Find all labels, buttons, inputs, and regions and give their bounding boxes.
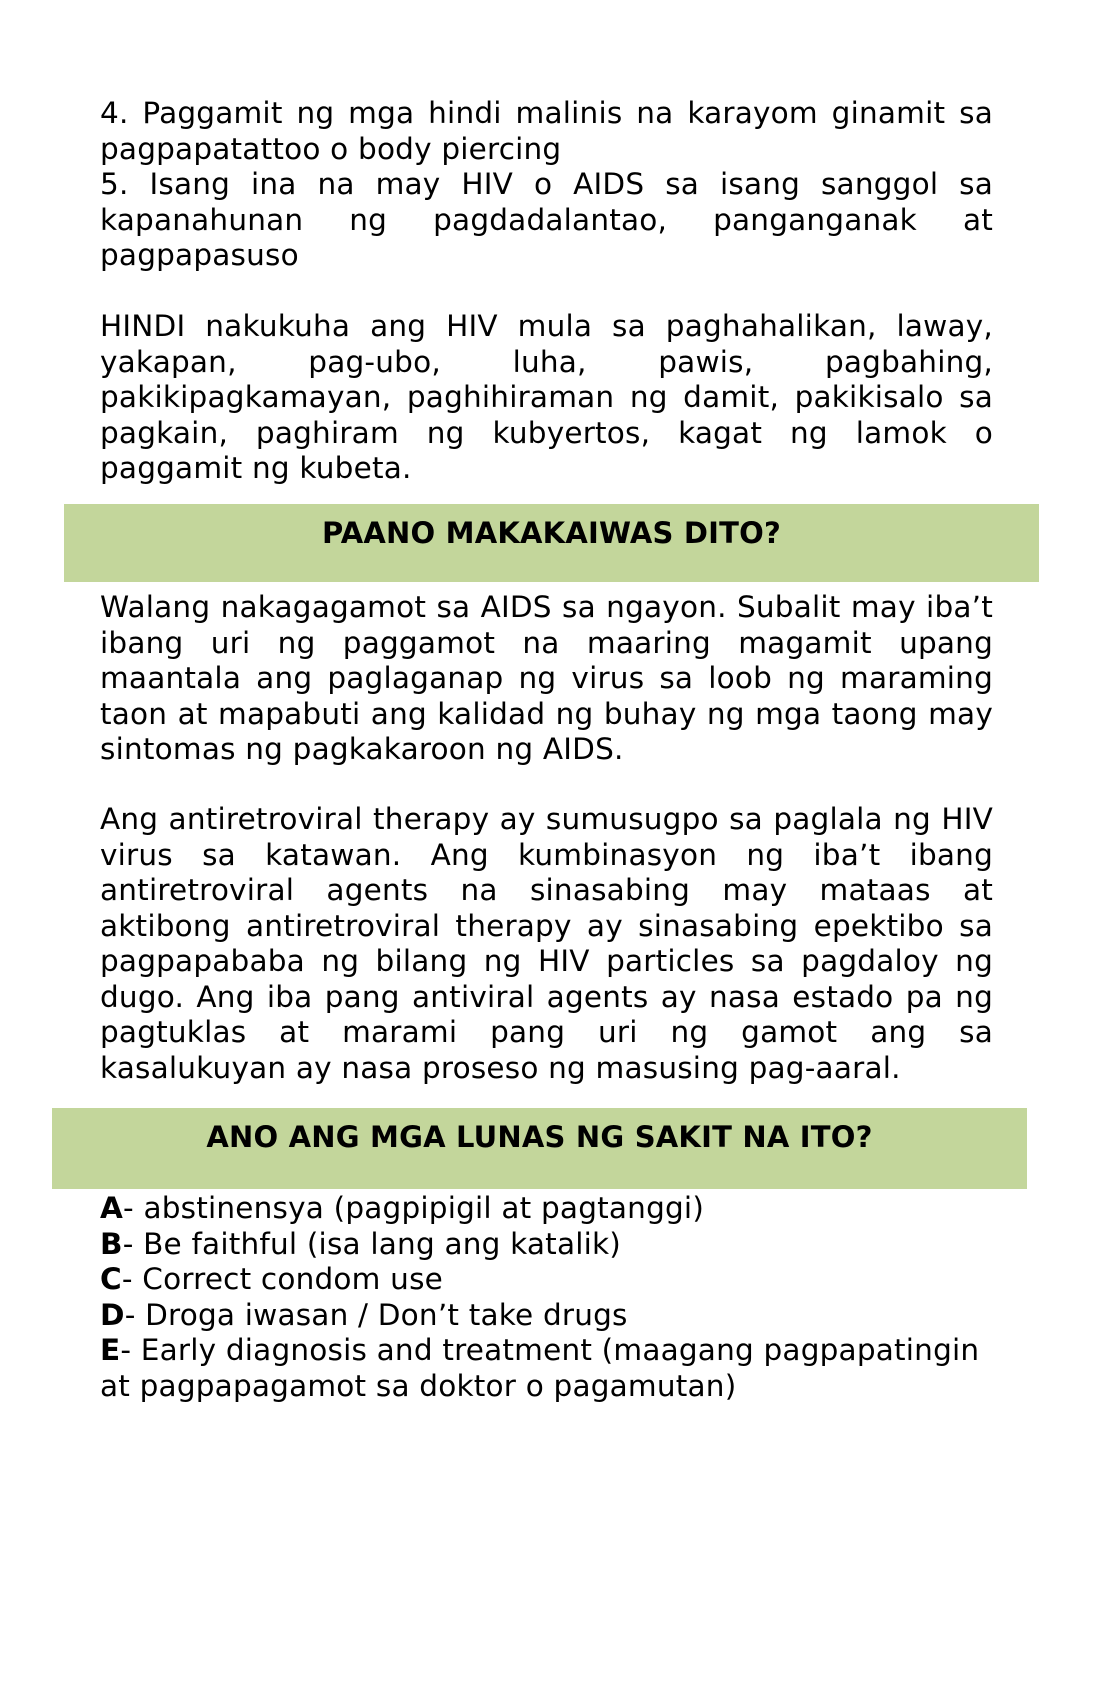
transmission-item-5: 5. Isang ina na may HIV o AIDS sa isang sanggol sa kapanahunan ng pagdadalantao, panganganak at pagpapasuso [100, 167, 993, 272]
remedies-list [100, 1191, 1000, 1404]
remedy-item-d [100, 1298, 1000, 1334]
remedy-text: - Droga iwasan / Don’t take drugs [124, 1297, 628, 1332]
remedy-item-e [100, 1333, 993, 1404]
prevention-section-banner [64, 504, 1039, 582]
prevention-section-title: PAANO MAKAKAIWAS DITO? [321, 516, 782, 550]
remedy-letter: C [100, 1262, 122, 1296]
remedies-section-title: ANO ANG MGA LUNAS NG SAKIT NA ITO? [206, 1120, 873, 1154]
remedy-letter: E [100, 1333, 121, 1367]
prevention-paragraph-2 [100, 802, 993, 1086]
remedy-text: - Be faithful (isa lang ang katalik) [122, 1226, 622, 1261]
prevention-paragraph-1 [100, 590, 993, 768]
remedy-item-a [100, 1191, 1000, 1227]
remedy-item-c [100, 1262, 1000, 1298]
not-transmitted-paragraph [100, 309, 993, 487]
remedy-text: - Early diagnosis and treatment (maagang pagpapatingin at pagpapagamot sa doktor o pagamutan) [100, 1333, 980, 1403]
remedy-letter: A [100, 1191, 124, 1225]
remedy-letter: B [100, 1226, 123, 1261]
transmission-item-4: 4. Paggamit ng mga hindi malinis na karayom ginamit sa pagpapatattoo o body piercing [100, 96, 993, 166]
not-transmitted-text: HINDI nakukuha ang HIV mula sa paghahalikan, laway, yakapan, pag-ubo, luha, pawis, pagbahing, pakikipagkamayan, paghihiraman ng damit, pakikisalo sa pagkain, paghiram ng kubyertos, kagat ng lamok o paggamit ng kubeta. [100, 309, 993, 485]
remedy-text: - abstinensya (pagpipigil at pagtanggi) [123, 1191, 705, 1225]
prevention-paragraph-1-text: Walang nakagagamot sa AIDS sa ngayon. Subalit may iba’t ibang uri ng paggamot na maaring magamit upang maantala ang paglaganap ng virus sa loob ng maraming taon at mapabuti ang kalidad ng buhay ng mga taong may sintomas ng pagkakaroon ng AIDS. [100, 590, 993, 766]
remedies-section-banner [52, 1108, 1027, 1189]
remedy-text: - Correct condom use [121, 1262, 443, 1296]
remedy-letter: D [100, 1297, 125, 1332]
transmission-list [100, 96, 993, 274]
remedy-item-b [100, 1227, 1000, 1263]
prevention-paragraph-2-text: Ang antiretroviral therapy ay sumusugpo sa paglala ng HIV virus sa katawan. Ang kumbinasyon ng iba’t ibang antiretroviral agents na sinasabing may mataas at aktibong antiretroviral therapy ay sinasabing epektibo sa pagpapababa ng bilang ng HIV particles sa pagdaloy ng dugo. Ang iba pang antiviral agents ay nasa estado pa ng pagtuklas at marami pang uri ng gamot ang sa kasalukuyan ay nasa proseso ng masusing pag-aaral. [100, 802, 993, 1085]
